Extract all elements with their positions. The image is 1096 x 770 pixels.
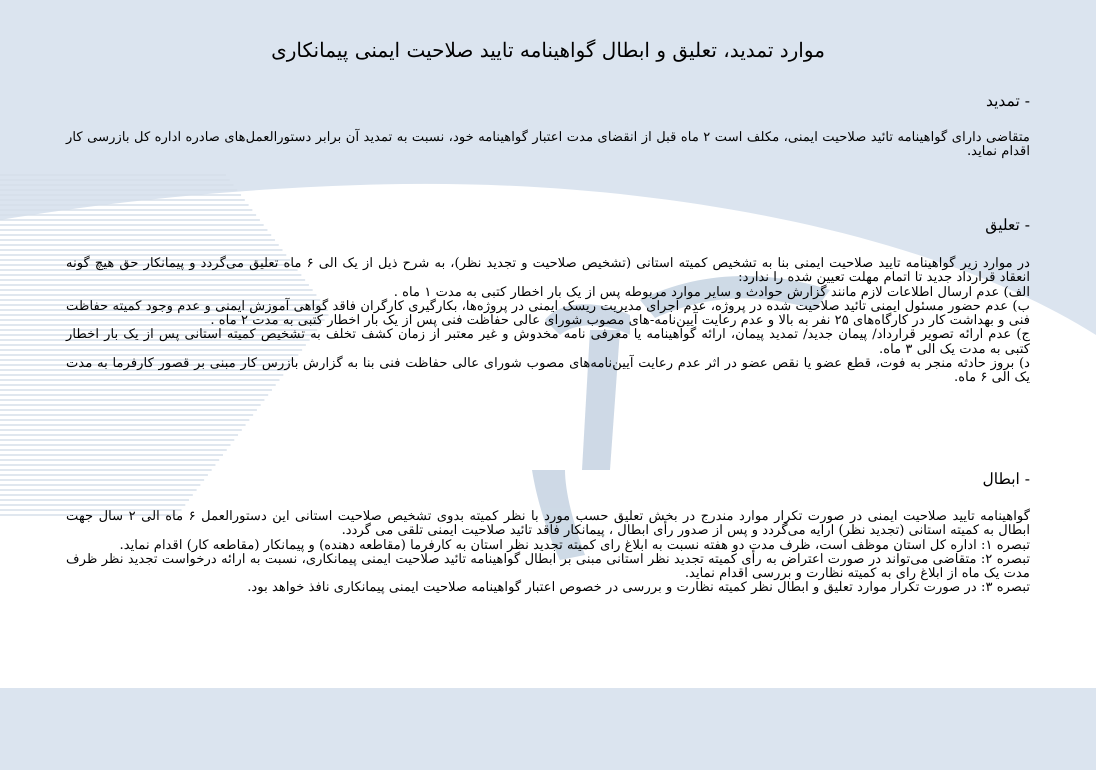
paragraph: متقاضی دارای گواهینامه تائید صلاحیت ایمنی، مکلف است ۲ ماه قبل از انقضای مدت اعتبار گواهینامه خود، نسبت به تمدید آن برابر دستورالعمل‌های صادره اداره کل بازرسی کار اقدام نماید. — [66, 130, 1030, 160]
section-body-revocation — [66, 510, 1030, 596]
note-3: تبصره ۳: در صورت تکرار موارد تعلیق و ابطال نظر کمیته نظارت و بررسی در خصوص اعتبار گواهینامه صلاحیت ایمنی پیمانکاری نافذ خواهد بود. — [247, 580, 1030, 596]
paragraph: در موارد زیر گواهینامه تایید صلاحیت ایمنی بنا به تشخیص کمیته استانی (تشخیص صلاحیت و تجدید نظر)، به شرح ذیل از یک الی ۶ ماه تعلیق می‌گردد و پیمانکار حق هیچ گونه انعقاد قرارداد جدید تا اتمام مهلت تعیین شده را ندارد: — [66, 256, 1030, 286]
page-title: موارد تمدید، تعلیق و ابطال گواهینامه تایید صلاحیت ایمنی پیمانکاری — [271, 38, 825, 62]
paragraph-item-be: ب) عدم حضور مسئول ایمنی تائید صلاحیت شده در پروژه، عدم اجرای مدیریت ریسک ایمنی در پروژه‌ها، بکارگیری کارگران فاقد گواهی آموزش ایمنی و عدم وجود کمیته حفاظت فنی و بهداشت کار در کارگاه‌های ۲۵ نفر به بالا و عدم رعایت آیین‌نامه-های مصوب شورای عالی حفاظت فنی پس از یک بار اخطار کتبی به مدت ۲ ماه . — [66, 298, 1030, 329]
section-heading-suspension: - تعلیق — [985, 216, 1030, 234]
section-body-suspension — [66, 257, 1030, 386]
paragraph-item-jim: ج) عدم ارائه تصویر قرارداد/ پیمان جدید/ تمدید پیمان، ارائه گواهینامه یا معرفی نامه مخدوش و غیر معتبر از زمان کشف تخلف به تشخیص کمیته استانی پس از یک بار اخطار کتبی به مدت یک الی ۳ ماه. — [66, 327, 1030, 357]
paragraph-item-alef: الف) عدم ارسال اطلاعات لازم مانند گزارش حوادث و سایر موارد مربوطه پس از یک بار اخطار کتبی به مدت ۱ ماه . — [393, 284, 1030, 300]
note-2: تبصره ۲: متقاضی می‌تواند در صورت اعتراض به رأی کمیته تجدید نظر استانی مبنی بر ابطال گواهینامه تائید صلاحیت ایمنی پیمانکاری، نسبت به ارائه درخواست تجدید نظر ظرف مدت یک ماه از ابلاغ رای به کمیته نظارت و بررسی اقدام نماید. — [66, 551, 1030, 582]
section-heading-renewal: - تمدید — [985, 92, 1030, 110]
section-body-renewal — [66, 131, 1030, 160]
note-1: تبصره ۱: اداره کل استان موظف است، ظرف مدت دو هفته نسبت به ابلاغ رای کمیته تجدید نظر استان به کارفرما (مقاطعه دهنده) و پیمانکار (مقاطعه کار) اقدام نماید. — [119, 537, 1030, 553]
section-heading-revocation: - ابطال — [982, 470, 1030, 488]
paragraph: گواهینامه تایید صلاحیت ایمنی در صورت تکرار موارد مندرج در بخش تعلیق حسب مورد با نظر کمیته بدوی تشخیص صلاحیت استانی این دستورالعمل ۶ ماه الی ۲ سال جهت ابطال به کمیته استانی (تجدید نظر) ارایه می‌گردد و پس از صدور رأی ابطال ، پیمانکار فاقد تائید صلاحیت ایمنی تلقی می گردد. — [66, 509, 1030, 539]
paragraph-item-dal: د) بروز حادثه منجر به فوت، قطع عضو یا نقص عضو در اثر عدم رعایت آیین‌نامه‌های مصوب شورای عالی حفاظت فنی بنا به گزارش بازرس کار مبنی بر قصور کارفرما به مدت یک الی ۶ ماه. — [66, 356, 1030, 386]
